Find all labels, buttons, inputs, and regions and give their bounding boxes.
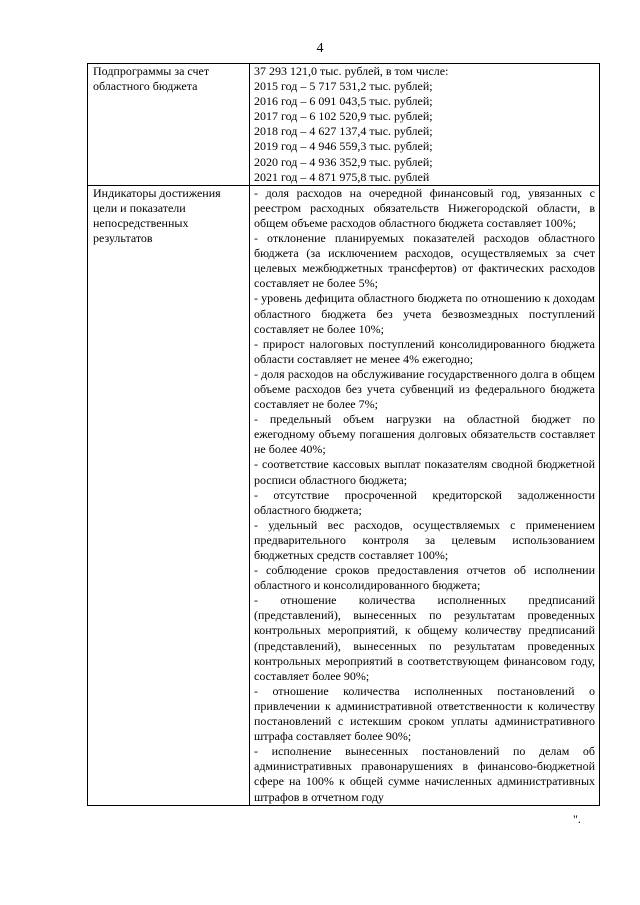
funding-year-2017: 2017 год – 6 102 520,9 тыс. рублей; (254, 109, 433, 124)
indicator-item: - предельный объем нагрузки на областной бюджет по ежегодному объему погашения долговых обязательств составляет не более 40%; (254, 412, 595, 457)
funding-year-2019: 2019 год – 4 946 559,3 тыс. рублей; (254, 139, 433, 154)
funding-total: 37 293 121,0 тыс. рублей, в том числе: (254, 64, 449, 78)
table-row-indicators (88, 185, 600, 805)
indicator-item: - уровень дефицита областного бюджета по отношению к доходам областного бюджета без учета безвозмездных поступлений составляет не более 10%; (254, 291, 595, 336)
funding-values (250, 64, 600, 186)
funding-year-2015: 2015 год – 5 717 531,2 тыс. рублей; (254, 79, 433, 94)
funding-year-2018: 2018 год – 4 627 137,4 тыс. рублей; (254, 124, 433, 139)
indicator-item: - отношение количества исполненных постановлений о привлечении к административной ответственности к количеству постановлений с истекшим сроком уплаты административного штрафа составляет более 90%; (254, 683, 595, 744)
table-row-funding (88, 64, 600, 186)
indicator-item: - удельный вес расходов, осуществляемых с применением предварительного контроля за целевым использованием бюджетных средств составляет 100%; (254, 517, 595, 562)
indicator-item: - отклонение планируемых показателей расходов областного бюджета (за исключением расходов, осуществляемых за счет целевых межбюджетных трансфертов) от фактических расходов составляет не более 5%; (254, 231, 595, 291)
passport-table (87, 63, 600, 806)
closing-quote-mark: ". (573, 812, 581, 826)
funding-year-2021: 2021 год – 4 871 975,8 тыс. рублей (254, 169, 430, 184)
indicator-item: - доля расходов на очередной финансовый год, увязанных с реестром расходных обязательств Нижегородской области, в общем объеме расходов областного бюджета составляет 100%; (254, 185, 595, 230)
funding-year-2016: 2016 год – 6 091 043,5 тыс. рублей; (254, 94, 433, 109)
indicator-item: - исполнение вынесенных постановлений по делам об административных правонарушениях в финансово-бюджетной сфере на 100% к общей сумме начисленных административных штрафов в отчетном году (254, 744, 595, 804)
row-label-funding: Подпрограммы за счет областного бюджета (88, 64, 250, 186)
page-number: 4 (316, 41, 324, 56)
indicator-item: - доля расходов на обслуживание государственного долга в общем объеме расходов без учета субвенций из федерального бюджета составляет не более 7%; (254, 366, 595, 412)
indicator-item: - прирост налоговых поступлений консолидированного бюджета области составляет не менее 4% ежегодно; (254, 336, 595, 366)
indicator-item: - соответствие кассовых выплат показателям сводной бюджетной росписи областного бюджета; (254, 457, 595, 487)
funding-year-2020: 2020 год – 4 936 352,9 тыс. рублей; (254, 154, 433, 169)
indicators-list (250, 185, 600, 805)
indicator-item: - соблюдение сроков предоставления отчетов об исполнении областного и консолидированного бюджета; (254, 563, 595, 593)
row-label-indicators: Индикаторы достижения цели и показатели непосредственных результатов (88, 185, 250, 805)
indicator-item: - отсутствие просроченной кредиторской задолженности областного бюджета; (254, 487, 595, 517)
indicator-item: - отношение количества исполненных предписаний (представлений), вынесенных по результатам проведенных контрольных мероприятий, к общему количеству предписаний (представлений), вынесенных по результатам проведенных контрольных мероприятий в соответствующем финансовом году, составляет более 90%; (254, 593, 595, 683)
